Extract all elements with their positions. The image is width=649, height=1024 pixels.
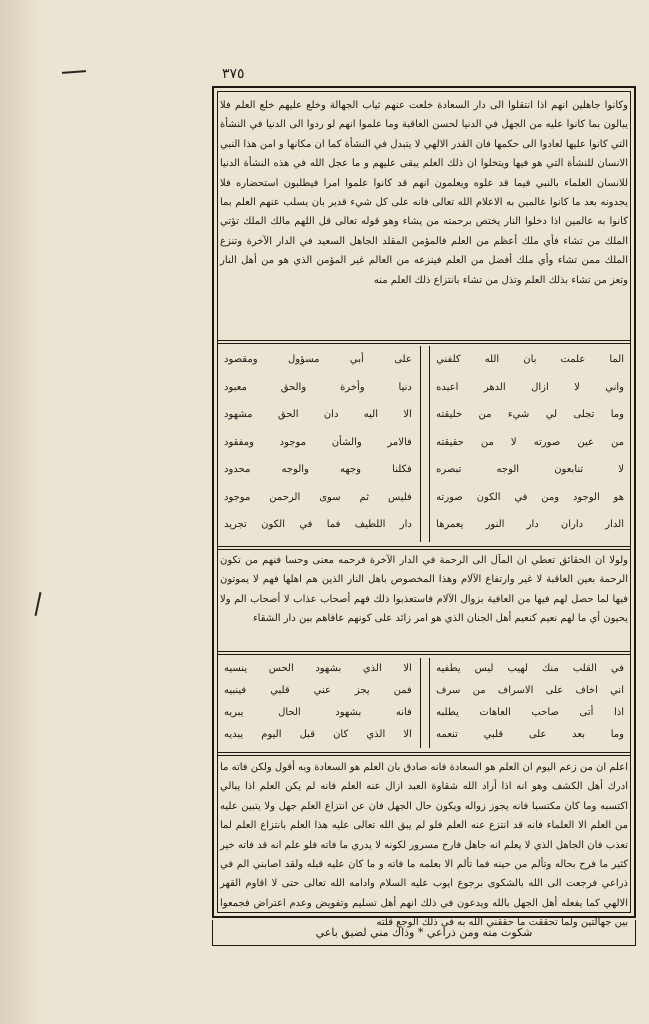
verse-line: من عين صورته لا من حقيقته [436, 436, 624, 448]
verse-line: دنيا وأخرة والحق معبود [224, 381, 412, 393]
margin-dash-mark [62, 70, 86, 74]
verse-line: فالامر والشأن موجود ومفقود [224, 436, 412, 448]
footer-couplet: شكوت منه ومن ذراعي * وذاك مني لضيق باعي [212, 920, 636, 946]
verse-line: فانه بشهود الحال يبريه [224, 707, 412, 718]
verse-line: وما بعد على قلبي تنعمه [436, 729, 624, 740]
verse-line: واني لا ازال الدهر اعبده [436, 381, 624, 393]
poem-block-1 [220, 346, 628, 542]
poem-block-2 [220, 658, 628, 748]
page-edge-shadow [0, 0, 40, 1024]
verse-line: اني اخاف على الاسراف من سرف [436, 685, 624, 696]
poem-column-second-hemistich [220, 346, 416, 542]
section-divider [218, 340, 630, 344]
paragraph-text: اعلم ان من زعم اليوم ان العلم هو السعادة فانه صادق بان العلم هو السعادة وبه أقول ولكن فاته ما ادرك أهل الكشف وهو انه اذا أراد الله شقاوة العبد ازال عنه العلم فانه لم يكن العلم اذا يبالي اكتسبه وما كان مكتسبا فانه يجوز زواله ويكون حال الجهل فان عن انتزاع العلم جهل ولا يتبين عليه من العلم الا العلماء فانه قد انتزع عنه العلم فلو لم يبق الله تعالى عليه هذا العلم بانتزاع العلم لما تعذب فان الجاهل الذي لا يعلم انه جاهل فارح مسرور لكونه لا يدري ما فاته فلو علم انه قد فاته خير كثير ما فرح بحاله وتألم من حينه فما تألم الا بعلمه ما فاته و ما كان عليه قبله ولقد اصابني الم في ذراعي فرجعت الى الله بالشكوى برجوع ايوب عليه السلام وادامه الله تعالى حتى لا اقاوم القهر الالهي كما يفعله أهل الجهل بالله ويدعون في ذلك انهم أهل تسليم وتفويض وعدم اعتراض فجمعوا بين جهالتين ولما تحققت ما حققني الله به في ذلك الوجع قلته [220, 762, 628, 929]
paragraph-text: ولولا ان الحقائق تعطي ان المآل الى الرحمة في الدار الآخرة فرحمه معنى وحسا فنهم من تكون الرحمة بعين العاقبة لا غير وارتفاع الآلام وهذا المخصوص باهل النار الذين هم اهلها فهم لا يموتون فيها لما حصل لهم فيها من العافية بزوال الآلام فاستعذبوا ذلك فهم أصحاب عذاب لا أصحاب الم ولا يحيون أي ما لهم نعيم كنعيم أهل الجنان الذي هو امر زائد على كونهم عافاهم بين دار الشقاء [220, 555, 628, 625]
verse-line: هو الوجود ومن في الكون صورته [436, 491, 624, 503]
paragraph-middle [220, 551, 628, 648]
paragraph-top [220, 96, 628, 336]
paragraph-text: وكانوا جاهلين انهم اذا انتقلوا الى دار السعادة خلعت عنهم ثياب الجهالة وخلع عليهم خلع العلم فلا يبالون بما كانوا عليه من الجهل في الدنيا لحسن العاقبة وما علموا انهم لو ردوا الى الدنيا في النشأة التي كانوا عليها لعادوا الى حكمها فان القدر الالهي لا يتبدل في النشأة كما ان مكانها و امن هذا النبي الانسان للنشأة التي هو فيها ويتخلوا ان ذلك العلم يبقى عليهم و ما عجل الله في هذه النشأة الدنيا للانسان العلماء بالنبي فيما قد علوه ويعلمون انهم قد كانوا علموا امرا فيطلبون استحضاره فلا يجدونه بعد ما كانوا عالمين به الاعلام الله تعالى فانه على كل شيء قدير بان يسلب عنهم العلم بما كانوا به عالمين اذا دخلوا النار يختص برحمته من يشاء وهو قوله تعالى قل اللهم مالك الملك تؤتي الملك من تشاء فأي ملك أعظم من العلم فالمؤمن المقلد الجاهل السعيد في الدار الآخرة وتنزع الملك ممن تشاء وأي ملك أفضل من العلم فينزعه من العالم غير المؤمن الذي هو من أهل النار وتعز من تشاء بذلك العلم وتذل من تشاء بانتزاع ذلك العلم منه [220, 100, 628, 286]
section-divider [218, 651, 630, 655]
verse-line: فمن يجز عني قلبي فينبيه [224, 685, 412, 696]
poem-column-second-hemistich [220, 658, 416, 748]
section-divider [218, 546, 630, 550]
poem-column-divider [420, 658, 430, 748]
page-number: ٣٧٥ [222, 66, 245, 82]
section-divider [218, 752, 630, 756]
poem-column-divider [420, 346, 430, 542]
paragraph-bottom [220, 758, 628, 929]
verse-line: فليس ثم سوى الرحمن موجود [224, 491, 412, 503]
verse-line: اذا أتى صاحب العاهات يطلبه [436, 707, 624, 718]
verse-line: الا الذي بشهود الحس ينسيه [224, 663, 412, 674]
verse-line: الا الذي كان قبل اليوم يبديه [224, 729, 412, 740]
verse-line: على أبي مسؤول ومقصود [224, 354, 412, 365]
verse-line: وما تجلى لي شيء من خليقته [436, 409, 624, 420]
verse-line: لا تنابعون الوجه تبصره [436, 464, 624, 475]
verse-line: الا اليه دان الحق مشهود [224, 409, 412, 420]
verse-line: دار اللطيف فما في الكون تجريد [224, 519, 412, 530]
poem-column-first-hemistich [432, 346, 628, 542]
text-frame [212, 86, 636, 929]
verse-line: الدار داران دار النور يعمرها [436, 519, 624, 530]
verse-line: الما علمت بان الله كلفني [436, 354, 624, 365]
poem-column-first-hemistich [432, 658, 628, 748]
verse-line: في القلب منك لهيب ليس يطفيه [436, 663, 624, 674]
verse-line: فكلنا وجهه والوجه محدود [224, 464, 412, 475]
